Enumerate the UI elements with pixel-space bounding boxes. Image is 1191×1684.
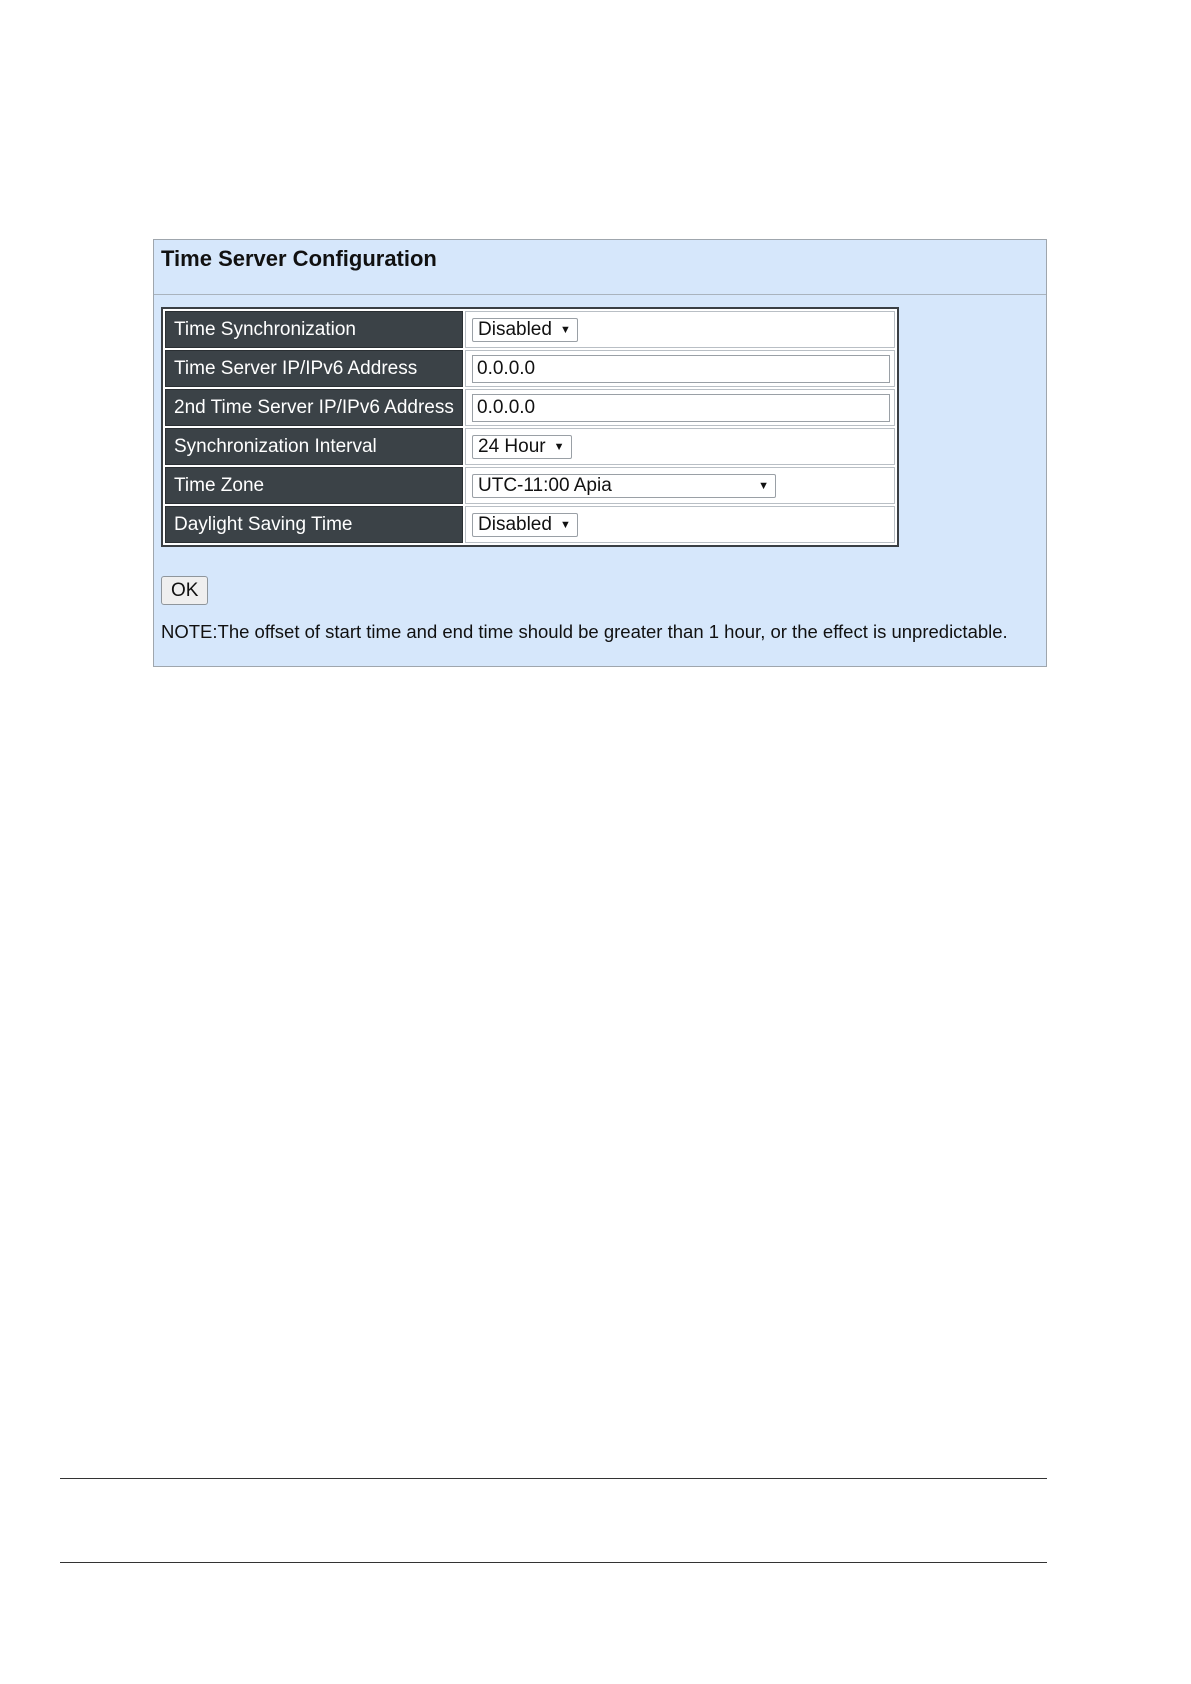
time-zone-value: UTC-11:00 Apia [478,474,612,496]
time-server-address-label: Time Server IP/IPv6 Address [165,350,463,387]
footer-divider-top [60,1478,1047,1479]
table-row [165,428,895,465]
synchronization-interval-select[interactable] [472,435,572,459]
chevron-down-icon: ▼ [559,518,571,531]
chevron-down-icon: ▼ [553,440,565,453]
title-divider [154,294,1046,295]
time-zone-label: Time Zone [165,467,463,504]
second-time-server-address-input[interactable] [472,394,890,422]
table-row [165,350,895,387]
time-server-configuration-panel [153,239,1047,667]
ok-button[interactable]: OK [161,576,208,605]
synchronization-interval-label: Synchronization Interval [165,428,463,465]
chevron-down-icon: ▼ [559,323,571,336]
table-row [165,467,895,504]
time-zone-select[interactable] [472,474,776,498]
synchronization-interval-value: 24 Hour [478,435,546,457]
footer-divider-bottom [60,1562,1047,1563]
config-table [161,307,899,547]
time-synchronization-label: Time Synchronization [165,311,463,348]
time-synchronization-value: Disabled [478,318,552,340]
time-server-address-input[interactable] [472,355,890,383]
note-text: NOTE:The offset of start time and end time should be greater than 1 hour, or the effect is unpredictable. [161,621,1008,642]
time-synchronization-select[interactable] [472,318,578,342]
table-row [165,506,895,543]
daylight-saving-time-select[interactable] [472,513,578,537]
table-row [165,389,895,426]
daylight-saving-time-label: Daylight Saving Time [165,506,463,543]
second-time-server-address-label: 2nd Time Server IP/IPv6 Address [165,389,463,426]
table-row [165,311,895,348]
panel-title: Time Server Configuration [161,246,437,271]
chevron-down-icon: ▼ [758,479,769,492]
daylight-saving-time-value: Disabled [478,513,552,535]
